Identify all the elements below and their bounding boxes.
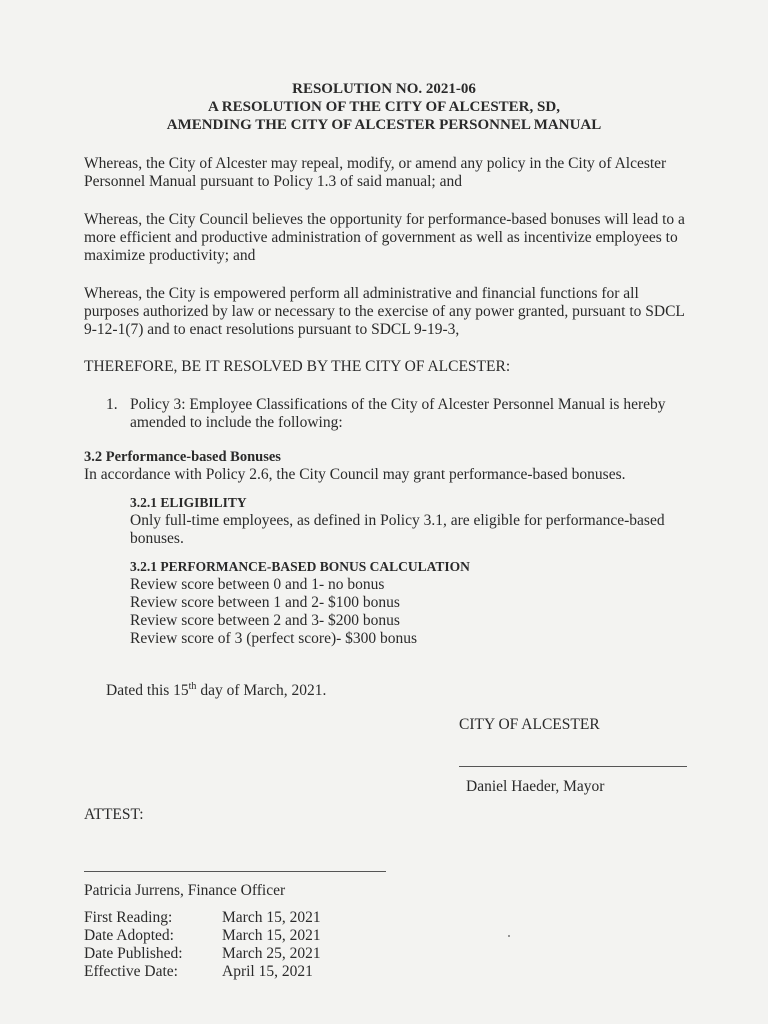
- section-heading: 3.2 Performance-based Bonuses: [84, 449, 281, 465]
- calculation-heading: 3.2.1 PERFORMANCE-BASED BONUS CALCULATION: [130, 559, 470, 574]
- resolution-title: A RESOLUTION OF THE CITY OF ALCESTER, SD,: [208, 99, 560, 115]
- dated-suffix: th: [188, 680, 197, 692]
- calculation-row: Review score between 1 and 2- $100 bonus: [130, 594, 400, 611]
- officer-signature-line: [84, 871, 386, 872]
- item-1-number: 1.: [106, 396, 118, 413]
- date-value-adopted: March 15, 2021: [222, 927, 321, 944]
- date-value-first-reading: March 15, 2021: [222, 909, 321, 926]
- dated-line: [106, 682, 326, 700]
- eligibility-line-2: bonuses.: [130, 530, 184, 547]
- calculation-row: Review score of 3 (perfect score)- $300 bonus: [130, 630, 418, 647]
- resolution-number: RESOLUTION NO. 2021-06: [292, 81, 476, 97]
- officer-name: Patricia Jurrens, Finance Officer: [84, 882, 286, 899]
- dated-rest: day of March, 2021.: [196, 682, 327, 699]
- whereas-3-line-3: 9-12-1(7) and to enact resolutions pursuant to SDCL 9-19-3,: [84, 321, 460, 338]
- city-name: CITY OF ALCESTER: [459, 716, 600, 733]
- eligibility-line-1: Only full-time employees, as defined in Policy 3.1, are eligible for performance-based: [130, 512, 665, 529]
- calculation-row: Review score between 2 and 3- $200 bonus: [130, 612, 400, 629]
- eligibility-heading: 3.2.1 ELIGIBILITY: [130, 495, 247, 510]
- calculation-row: Review score between 0 and 1- no bonus: [130, 576, 385, 593]
- mayor-name: Daniel Haeder, Mayor: [466, 778, 605, 795]
- date-label-published: Date Published:: [84, 945, 183, 962]
- date-value-effective: April 15, 2021: [222, 963, 313, 980]
- scan-speck: [508, 935, 510, 937]
- whereas-1-line-2: Personnel Manual pursuant to Policy 1.3 of said manual; and: [84, 173, 462, 190]
- attest-label: ATTEST:: [84, 806, 144, 823]
- whereas-2-line-3: maximize productivity; and: [84, 247, 256, 264]
- item-1-line-1: Policy 3: Employee Classifications of the City of Alcester Personnel Manual is hereby: [130, 396, 666, 413]
- date-label-first-reading: First Reading:: [84, 909, 173, 926]
- whereas-3-line-2: purposes authorized by law or necessary to the exercise of any power granted, pursuant to SDCL: [84, 303, 685, 320]
- resolution-subtitle: AMENDING THE CITY OF ALCESTER PERSONNEL MANUAL: [166, 117, 602, 133]
- dated-prefix: Dated this 15: [106, 682, 189, 699]
- date-label-adopted: Date Adopted:: [84, 927, 174, 944]
- date-label-effective: Effective Date:: [84, 963, 178, 980]
- date-value-published: March 25, 2021: [222, 945, 321, 962]
- whereas-2-line-1: Whereas, the City Council believes the opportunity for performance-based bonuses will lead to a: [84, 211, 685, 228]
- section-text: In accordance with Policy 2.6, the City Council may grant performance-based bonuses.: [84, 466, 626, 483]
- whereas-2-line-2: more efficient and productive administration of government as well as incentivize employees to: [84, 229, 678, 246]
- whereas-1-line-1: Whereas, the City of Alcester may repeal, modify, or amend any policy in the City of Alcester: [84, 155, 667, 172]
- whereas-3-line-1: Whereas, the City is empowered perform all administrative and financial functions for all: [84, 285, 639, 302]
- therefore-clause: THEREFORE, BE IT RESOLVED BY THE CITY OF ALCESTER:: [84, 358, 511, 375]
- item-1-line-2: amended to include the following:: [130, 414, 343, 431]
- mayor-signature-line: [459, 766, 687, 767]
